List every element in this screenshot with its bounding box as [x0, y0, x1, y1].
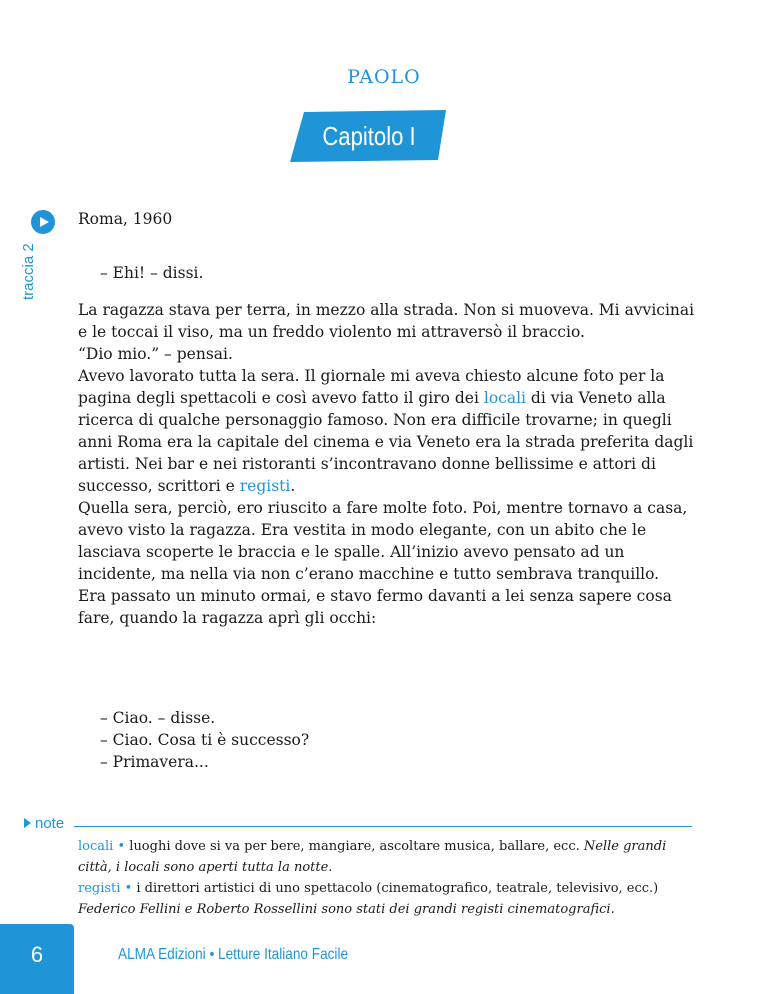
paragraph: “Dio mio.” – pensai. [78, 345, 233, 363]
track-label: traccia 2 [20, 243, 37, 300]
note-definition: i direttori artistici di uno spettacolo (cinematografico, teatrale, televisivo, ecc.) [136, 881, 659, 896]
publisher-line: ALMA Edizioni • Letture Italiano Facile [118, 946, 349, 963]
dialogue-line: – Ciao. – disse. [100, 709, 216, 727]
text-run: di via Veneto alla ricerca di qualche personaggio famoso. Non era difficile trovarne; in quegli anni Roma era la capitale del cinema e via Veneto era la strada preferita dagli artisti. Nei bar e nei ristoranti s’incontravano donne bellissime e attori di successo, scrittori e [78, 389, 694, 495]
text-run: . [290, 477, 296, 495]
arrow-right-icon [24, 818, 31, 828]
note-item [78, 836, 698, 878]
note-example: Nelle grandi città, i locali sono aperti tutta la notte. [78, 839, 667, 875]
dialogue-opening [100, 262, 680, 284]
notes-label-text: note [35, 815, 65, 832]
note-item [78, 878, 698, 920]
note-bullet: • [113, 839, 130, 854]
paragraph: La ragazza stava per terra, in mezzo alla strada. Non si muoveva. Mi avvicinai e le toccai il viso, ma un freddo violento mi attraversò il braccio. [78, 301, 695, 341]
notes-list [78, 836, 698, 920]
dialogue-line: – Primavera... [100, 753, 209, 771]
place-date [78, 208, 698, 230]
text-run: Avevo lavorato tutta la sera. Il giornale mi aveva chiesto alcune foto per la pagina degli spettacoli e così avevo fatto il giro dei [78, 367, 665, 407]
play-icon[interactable] [31, 210, 55, 234]
gloss-word-locali[interactable]: locali [483, 389, 526, 407]
chapter-name: PAOLO [347, 66, 421, 88]
place-date-text: Roma, 1960 [78, 210, 173, 228]
notes-label [24, 815, 64, 832]
story-body [78, 299, 698, 629]
page-number: 6 [30, 942, 44, 967]
chapter-title: Capitolo I [322, 121, 416, 151]
paragraph [78, 365, 698, 497]
note-bullet: • [120, 881, 137, 896]
note-example: Federico Fellini e Roberto Rossellini sono stati dei grandi registi cinematografici. [78, 902, 615, 917]
note-term: registi [78, 881, 121, 896]
paragraph: Era passato un minuto ormai, e stavo fermo davanti a lei senza sapere cosa fare, quando la ragazza aprì gli occhi: [78, 587, 672, 627]
note-definition: luoghi dove si va per bere, mangiare, ascoltare musica, ballare, ecc. [129, 839, 584, 854]
chapter-banner [290, 110, 448, 162]
dialogue-closing [100, 707, 680, 773]
dialogue-line: – Ciao. Cosa ti è successo? [100, 731, 310, 749]
gloss-word-registi[interactable]: registi [239, 477, 291, 495]
note-term: locali [78, 839, 114, 854]
notes-divider [74, 826, 692, 827]
dialogue-line: – Ehi! – dissi. [100, 264, 204, 282]
paragraph: Quella sera, perciò, ero riuscito a fare molte foto. Poi, mentre tornavo a casa, avevo visto la ragazza. Era vestita in modo elegante, con un abito che le lasciava scoperte le braccia e le spalle. All’inizio avevo pensato ad un incidente, ma nella via non c’erano macchine e tutto sembrava tranquillo. [78, 499, 688, 583]
